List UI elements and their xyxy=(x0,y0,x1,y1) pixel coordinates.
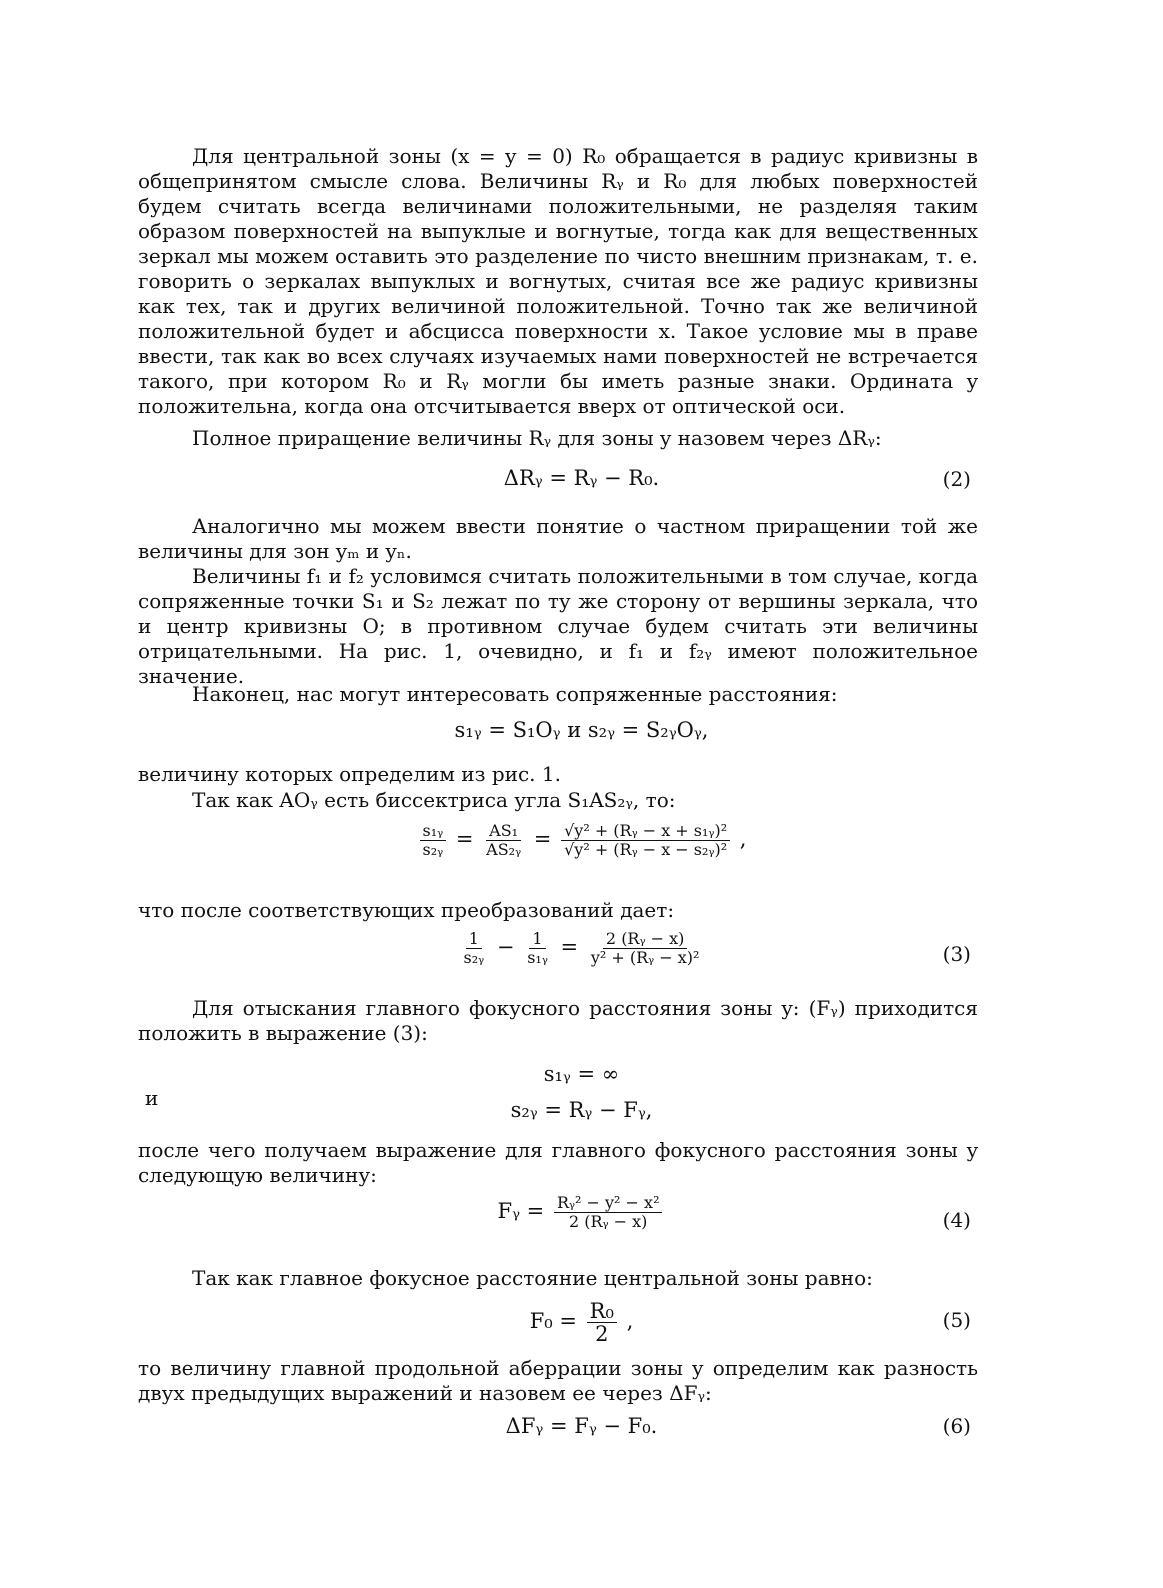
fraction-as-ratio-denominator: AS₂ᵧ xyxy=(486,840,522,859)
fraction-s-ratio-denominator: s₂ᵧ xyxy=(422,840,444,859)
equation-2 xyxy=(0,466,1163,490)
paragraph-figure-reference: величину которых определим из рис. 1. xyxy=(138,762,561,786)
conjunction-and: и xyxy=(145,1086,159,1110)
paragraph-principal-focus: Для отыскания главного фокусного расстояния зоны y: (Fᵧ) приходится положить в выражение (3): xyxy=(138,996,978,1045)
paragraph-conjugate-distances: Наконец, нас могут интересовать сопряженные расстояния: xyxy=(192,682,838,706)
equation-s2y-body: s₂ᵧ = Rᵧ − Fᵧ, xyxy=(510,1098,653,1122)
fraction-denominator: y² + (Rᵧ − x)² xyxy=(590,948,700,967)
equation-number-6: (6) xyxy=(942,1414,971,1438)
equals-sign: = xyxy=(455,827,474,851)
fraction-as-ratio xyxy=(483,822,524,859)
fraction-root-ratio-numerator: √y² + (Rᵧ − x + s₁ᵧ)² xyxy=(561,822,730,841)
paragraph-sign-convention: Величины f₁ и f₂ условимся считать положительными в том случае, когда сопряженные точки S₁ и S₂ лежат по ту же сторону от вершины зеркала, что и центр кривизны O; в противном случае будем считать эти величины отрицательными. На рис. 1, очевидно, и f₁ и f₂ᵧ имеют положительное значение. xyxy=(138,564,978,688)
equation-5-lhs: F₀ = xyxy=(529,1309,577,1333)
equation-conjugate-body: s₁ᵧ = S₁Oᵧ и s₂ᵧ = S₂ᵧOᵧ, xyxy=(454,718,709,742)
equation-4-lhs: Fᵧ = xyxy=(497,1199,545,1223)
equation-4 xyxy=(0,1194,1163,1231)
equals-sign: = xyxy=(533,827,552,851)
fraction-1-over-s2y xyxy=(461,930,488,967)
fraction-denominator: 2 (Rᵧ − x) xyxy=(569,1212,648,1231)
fraction-root-ratio-denominator: √y² + (Rᵧ − x − s₂ᵧ)² xyxy=(564,840,728,859)
trailing-comma: , xyxy=(626,1309,634,1333)
equation-number-5: (5) xyxy=(942,1308,971,1332)
equation-2-body: ΔRᵧ = Rᵧ − R₀. xyxy=(503,466,660,490)
fraction-s-ratio-numerator: s₁ᵧ xyxy=(420,822,447,841)
equation-infinity xyxy=(0,1062,1163,1086)
paragraph-longitudinal-aberration: то величину главной продольной аберрации зоны y определим как разность двух предыдущих выражений и назовем ее через ΔFᵧ: xyxy=(138,1356,978,1405)
fraction-equation-5 xyxy=(587,1300,617,1345)
fraction-equation-3-rhs xyxy=(588,930,703,967)
fraction-root-ratio xyxy=(561,822,730,859)
fraction-numerator: R₀ xyxy=(587,1300,617,1323)
fraction-1-over-s1y xyxy=(524,930,551,967)
equation-3 xyxy=(0,930,1163,967)
minus-sign: − xyxy=(496,935,515,959)
fraction-denominator: 2 xyxy=(595,1322,609,1346)
fraction-numerator: 1 xyxy=(529,930,545,949)
fraction-numerator: 2 (Rᵧ − x) xyxy=(603,930,687,949)
paragraph-full-increment: Полное приращение величины Rᵧ для зоны y назовем через ΔRᵧ: xyxy=(192,426,882,450)
equation-s2y xyxy=(0,1098,1163,1122)
fraction-s-ratio xyxy=(420,822,447,859)
paragraph-bisector: Так как AOᵧ есть биссектриса угла S₁AS₂ᵧ, то: xyxy=(192,788,676,812)
fraction-numerator: 1 xyxy=(466,930,482,949)
fraction-numerator: Rᵧ² − y² − x² xyxy=(554,1194,663,1213)
equation-conjugate xyxy=(0,718,1163,742)
paragraph-central-focus: Так как главное фокусное расстояние центральной зоны равно: xyxy=(192,1266,873,1290)
paragraph-transformations: что после соответствующих преобразований дает: xyxy=(138,898,675,922)
paragraph-central-zone: Для центральной зоны (x = y = 0) R₀ обращается в радиус кривизны в общепринятом смысле слова. Величины Rᵧ и R₀ для любых поверхностей будем считать всегда величинами положительными, не разделяя таким образом поверхностей на выпуклые и вогнутые, тогда как для вещественных зеркал мы можем оставить это разделение по чисто внешним признакам, т. е. говорить о зеркалах выпуклых и вогнутых, считая все же радиус кривизны как тех, так и других величиной положительной. Точно так же величиной положительной будет и абсцисса поверхности x. Такое условие мы в праве ввести, так как во всех случаях изучаемых нами поверхностей не встречается такого, при котором R₀ и Rᵧ могли бы иметь разные знаки. Ордината y положительна, когда она отсчитывается вверх от оптической оси. xyxy=(138,144,978,418)
equation-ratio xyxy=(0,822,1163,859)
equation-number-2: (2) xyxy=(942,467,971,491)
equation-5 xyxy=(0,1300,1163,1345)
paragraph-focus-expression: после чего получаем выражение для главного фокусного расстояния зоны y следующую величину: xyxy=(138,1138,978,1187)
fraction-denominator: s₁ᵧ xyxy=(527,948,548,967)
equation-6 xyxy=(0,1414,1163,1438)
fraction-equation-4 xyxy=(554,1194,663,1231)
paragraph-partial-increment: Аналогично мы можем ввести понятие о частном приращении той же величины для зон yₘ и yₙ. xyxy=(138,514,978,563)
equation-infinity-body: s₁ᵧ = ∞ xyxy=(543,1062,620,1086)
equation-6-body: ΔFᵧ = Fᵧ − F₀. xyxy=(505,1414,658,1438)
equals-sign: = xyxy=(560,935,579,959)
fraction-as-ratio-numerator: AS₁ xyxy=(486,822,521,841)
equation-number-3: (3) xyxy=(942,942,971,966)
trailing-comma: , xyxy=(739,827,747,851)
fraction-denominator: s₂ᵧ xyxy=(463,948,485,967)
equation-number-4: (4) xyxy=(942,1208,971,1232)
